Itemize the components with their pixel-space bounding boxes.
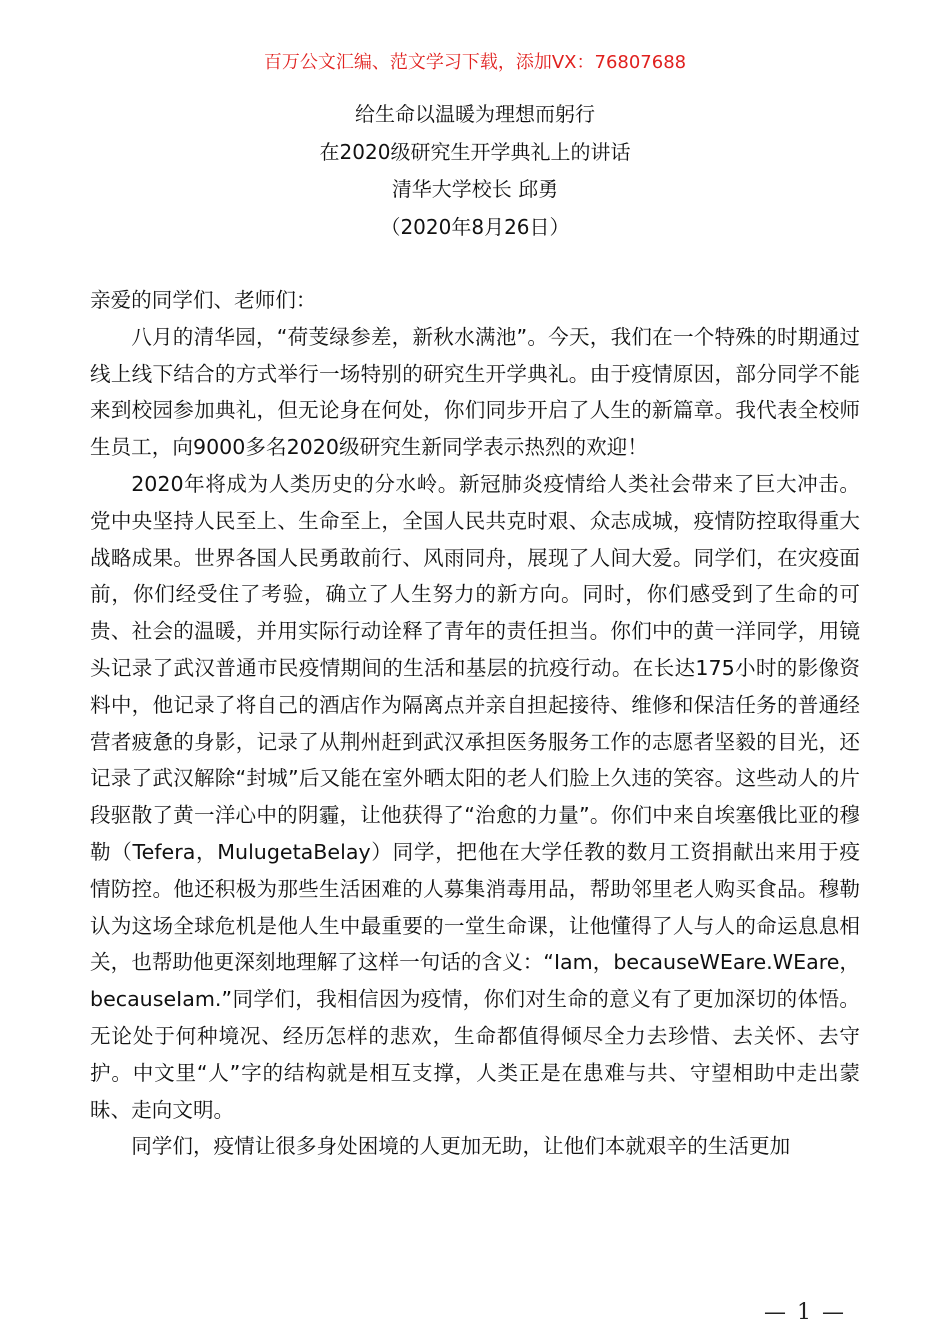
speech-date: （2020年8月26日） (380, 214, 570, 239)
speech-body (90, 282, 860, 1165)
speech-title: 给生命以温暖为理想而躬行 (355, 102, 595, 126)
watermark-banner: 百万公文汇编、范文学习下载，添加VX：76807688 (263, 52, 687, 73)
paragraph: 八月的清华园，“荷芰绿参差，新秋水满池”。今天，我们在一个特殊的时期通过线上线下结合的方式举行一场特别的研究生开学典礼。由于疫情原因，部分同学不能来到校园参加典礼，但无论身在何处，你们同步开启了人生的新篇章。我代表全校师生员工，向9000多名2020级研究生新同学表示热烈的欢迎！ (90, 324, 860, 460)
document-title-block (0, 96, 950, 246)
paragraph: 2020年将成为人类历史的分水岭。新冠肺炎疫情给人类社会带来了巨大冲击。党中央坚持人民至上、生命至上，全国人民共克时艰、众志成城，疫情防控取得重大战略成果。世界各国人民勇敢前行、风雨同舟，展现了人间大爱。同学们，在灾疫面前，你们经受住了考验，确立了人生努力的新方向。同时，你们感受到了生命的可贵、社会的温暖，并用实际行动诠释了青年的责任担当。你们中的黄一洋同学，用镜头记录了武汉普通市民疫情期间的生活和基层的抗疫行动。在长达175小时的影像资料中，他记录了将自己的酒店作为隔离点并亲自担起接待、维修和保洁任务的普通经营者疲惫的身影，记录了从荆州赶到武汉承担医务服务工作的志愿者坚毅的目光，还记录了武汉解除“封城”后又能在室外晒太阳的老人们脸上久违的笑容。这些动人的片段驱散了黄一洋心中的阴霾，让他获得了“治愈的力量”。你们中来自埃塞俄比亚的穆勒（Tefera，MulugetaBelay）同学，把他在大学任教的数月工资捐献出来用于疫情防控。他还积极为那些生活困难的人募集消毒用品，帮助邻里老人购买食品。穆勒认为这场全球危机是他人生中最重要的一堂生命课，让他懂得了人与人的命运息息相关，也帮助他更深刻地理解了这样一句话的含义：“Iam，becauseWEare.WEare，becauseIam.”同学们，我相信因为疫情，你们对生命的意义有了更加深切的体悟。无论处于何种境况、经历怎样的悲欢，生命都值得倾尽全力去珍惜、去关怀、去守护。中文里“人”字的结构就是相互支撑，人类正是在患难与共、守望相助中走出蒙昧、走向文明。 (90, 471, 860, 1122)
speaker-line: 清华大学校长 邱勇 (391, 177, 559, 201)
salutation: 亲爱的同学们、老师们： (90, 288, 317, 312)
speech-subtitle: 在2020级研究生开学典礼上的讲话 (319, 139, 631, 164)
page-number: — 1 — (764, 1300, 846, 1325)
paragraph: 同学们，疫情让很多身处困境的人更加无助，让他们本就艰辛的生活更加 (131, 1134, 791, 1159)
